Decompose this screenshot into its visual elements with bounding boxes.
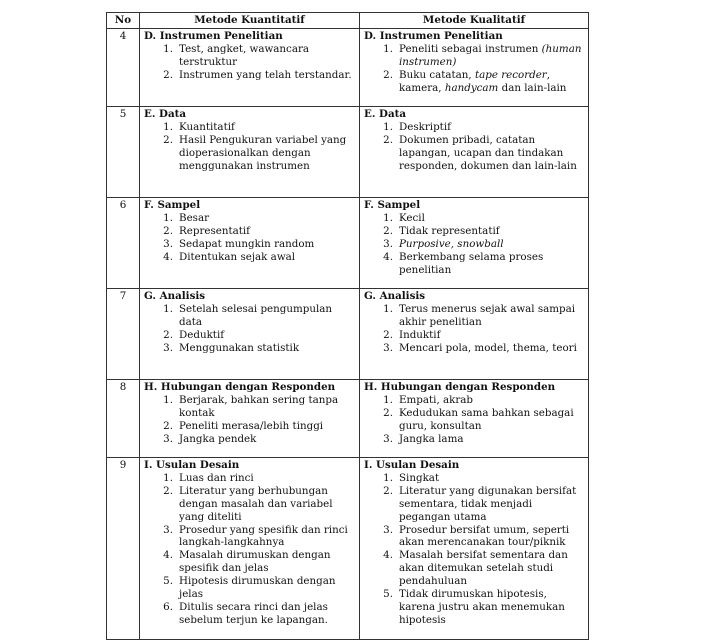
kualitatif-cell — [360, 380, 589, 458]
item-text — [399, 69, 586, 95]
section-title: H. Hubungan dengan Responden — [364, 381, 556, 393]
item-number: 2. — [163, 224, 173, 237]
section-title: D. Instrumen Penelitian — [144, 30, 283, 42]
list-item — [144, 601, 357, 627]
item-text — [399, 212, 586, 225]
section-title: E. Data — [144, 108, 187, 120]
item-text-segment: tape recorder — [474, 68, 547, 81]
list-item — [144, 225, 357, 238]
section-title: I. Usulan Desain — [144, 459, 240, 471]
list-item — [364, 225, 586, 238]
item-text — [179, 601, 357, 627]
list-item — [144, 69, 357, 82]
item-number: 3. — [163, 237, 173, 250]
section-title: F. Sampel — [144, 199, 201, 211]
item-number: 1. — [163, 471, 173, 484]
item-text — [399, 43, 586, 69]
item-number: 3. — [383, 237, 393, 250]
item-text — [399, 485, 586, 524]
item-text — [399, 472, 586, 485]
item-text — [399, 121, 586, 134]
item-text-segment: Jangka pendek — [179, 432, 257, 445]
table-row — [107, 29, 589, 107]
list-item — [144, 238, 357, 251]
item-text-segment: Hipotesis dirumuskan dengan jelas — [179, 575, 336, 601]
item-list — [144, 43, 357, 82]
item-number: 2. — [383, 133, 393, 146]
item-text-segment: Literatur yang digunakan bersifat sementara, tidak menjadi pegangan utama — [399, 484, 577, 523]
item-text — [399, 303, 586, 329]
item-text — [179, 303, 357, 329]
item-text-segment: Menggunakan statistik — [179, 341, 300, 354]
item-list — [364, 212, 586, 277]
list-item — [364, 251, 586, 277]
table-row — [107, 458, 589, 640]
item-list — [144, 472, 357, 627]
item-list — [364, 43, 586, 95]
item-text — [179, 549, 357, 575]
list-item — [144, 43, 357, 69]
item-text — [399, 329, 586, 342]
list-item — [364, 121, 586, 134]
item-text-segment: Masalah bersifat sementara dan akan ditemukan setelah studi pendahuluan — [399, 549, 568, 588]
item-text — [179, 420, 357, 433]
item-number: 3. — [163, 523, 173, 536]
item-text — [399, 134, 586, 173]
list-item — [144, 575, 357, 601]
item-text-segment: Induktif — [399, 328, 441, 341]
kualitatif-cell — [360, 107, 589, 198]
item-text-segment: Jangka lama — [399, 432, 464, 445]
kuantitatif-cell — [140, 289, 360, 380]
item-number: 1. — [163, 302, 173, 315]
list-item — [364, 472, 586, 485]
list-item — [364, 433, 586, 446]
item-text — [399, 549, 586, 588]
kuantitatif-cell — [140, 380, 360, 458]
item-text — [179, 212, 357, 225]
list-item — [144, 329, 357, 342]
comparison-table — [106, 12, 589, 640]
item-number: 1. — [383, 42, 393, 55]
item-text-segment: Prosedur bersifat umum, seperti akan merencanakan tour/piknik — [399, 523, 570, 549]
section-title: E. Data — [364, 108, 407, 120]
item-text-segment: Berjarak, bahkan sering tanpa kontak — [179, 393, 339, 419]
item-text-segment: Tidak dirumuskan hipotesis, karena justru akan menemukan hipotesis — [399, 588, 565, 626]
item-text — [399, 225, 586, 238]
item-text-segment: Peneliti sebagai instrumen — [399, 42, 542, 55]
item-text-segment: Tidak representatif — [399, 224, 500, 237]
section-title: I. Usulan Desain — [364, 459, 460, 471]
item-number: 4. — [163, 549, 173, 562]
section-title: H. Hubungan dengan Responden — [144, 381, 336, 393]
item-text — [179, 472, 357, 485]
item-number: 1. — [163, 120, 173, 133]
item-list — [144, 121, 357, 173]
list-item — [364, 69, 586, 95]
item-number: 4. — [163, 250, 173, 263]
list-item — [144, 303, 357, 329]
item-list — [144, 303, 357, 355]
list-item — [364, 407, 586, 433]
item-number: 2. — [383, 406, 393, 419]
table-row — [107, 289, 589, 380]
item-text-segment: Instrumen yang telah terstandar. — [179, 68, 352, 81]
item-text — [179, 121, 357, 134]
item-number: 3. — [383, 432, 393, 445]
list-item — [364, 238, 586, 251]
item-number: 2. — [163, 484, 173, 497]
item-number: 1. — [383, 393, 393, 406]
list-item — [144, 342, 357, 355]
list-item — [144, 394, 357, 420]
list-item — [364, 134, 586, 173]
list-item — [144, 121, 357, 134]
item-text — [179, 394, 357, 420]
item-number: 2. — [163, 328, 173, 341]
item-number: 5. — [163, 575, 173, 588]
item-text-segment: Ditentukan sejak awal — [179, 250, 296, 263]
item-text-segment: Mencari pola, model, thema, teori — [399, 341, 577, 354]
item-text-segment: Kedudukan sama bahkan sebagai guru, konsultan — [399, 406, 574, 432]
item-text-segment: Hasil Pengukuran variabel yang dioperasionalkan dengan menggunakan instrumen — [179, 133, 347, 172]
item-text-segment: Dokumen pribadi, catatan lapangan, ucapan dan tindakan responden, dokumen dan lain-lain — [399, 133, 577, 172]
list-item — [144, 524, 357, 550]
item-text-segment: Empati, akrab — [399, 393, 474, 406]
header-no: No — [107, 13, 140, 29]
item-text — [399, 238, 586, 251]
item-text-segment: dan lain-lain — [498, 81, 567, 94]
item-number: 2. — [383, 68, 393, 81]
item-text-segment: Peneliti merasa/lebih tinggi — [179, 419, 324, 432]
list-item — [144, 420, 357, 433]
list-item — [364, 485, 586, 524]
item-number: 1. — [163, 42, 173, 55]
item-text-segment: Luas dan rinci — [179, 471, 254, 484]
item-list — [364, 121, 586, 173]
header-row — [107, 13, 589, 29]
kualitatif-cell — [360, 289, 589, 380]
item-number: 1. — [163, 393, 173, 406]
row-number: 9 — [107, 458, 140, 640]
item-text-segment: handycam — [444, 81, 499, 94]
kuantitatif-cell — [140, 458, 360, 640]
item-text — [179, 485, 357, 524]
item-text — [399, 407, 586, 433]
table-row — [107, 107, 589, 198]
item-text — [179, 69, 357, 82]
item-text-segment: Buku catatan, — [399, 68, 475, 81]
item-text — [179, 251, 357, 264]
item-text — [179, 575, 357, 601]
item-text-segment: Ditulis secara rinci dan jelas sebelum terjun ke lapangan. — [179, 600, 328, 626]
row-number: 6 — [107, 198, 140, 289]
item-text-segment: Representatif — [179, 224, 250, 237]
kuantitatif-cell — [140, 198, 360, 289]
row-number: 8 — [107, 380, 140, 458]
item-number: 2. — [163, 419, 173, 432]
item-number: 3. — [163, 432, 173, 445]
item-list — [144, 212, 357, 264]
kuantitatif-cell — [140, 107, 360, 198]
item-number: 1. — [383, 120, 393, 133]
list-item — [364, 212, 586, 225]
item-text — [179, 225, 357, 238]
item-text-segment: Kecil — [399, 211, 425, 224]
item-text-segment: Singkat — [399, 471, 440, 484]
section-title: D. Instrumen Penelitian — [364, 30, 503, 42]
item-list — [364, 303, 586, 355]
item-text-segment: Sedapat mungkin random — [179, 237, 315, 250]
item-list — [144, 394, 357, 446]
list-item — [364, 329, 586, 342]
item-text — [179, 524, 357, 550]
item-text-segment: Setelah selesai pengumpulan data — [179, 302, 333, 328]
header-kuantitatif: Metode Kuantitatif — [140, 13, 360, 29]
kualitatif-cell — [360, 198, 589, 289]
item-number: 4. — [383, 549, 393, 562]
item-number: 3. — [383, 341, 393, 354]
list-item — [144, 472, 357, 485]
item-text-segment: , kamera, — [399, 68, 551, 94]
header-kualitatif: Metode Kualitatif — [360, 13, 589, 29]
list-item — [144, 212, 357, 225]
section-title: F. Sampel — [364, 199, 421, 211]
row-number: 7 — [107, 289, 140, 380]
item-number: 3. — [383, 523, 393, 536]
kualitatif-cell — [360, 29, 589, 107]
item-text-segment: Deskriptif — [399, 120, 451, 133]
item-text-segment: Kuantitatif — [179, 120, 235, 133]
section-title: G. Analisis — [144, 290, 206, 302]
item-text — [179, 342, 357, 355]
item-text — [179, 329, 357, 342]
item-text — [179, 43, 357, 69]
item-number: 2. — [383, 328, 393, 341]
item-text — [179, 433, 357, 446]
item-text-segment: (human instrumen) — [399, 42, 582, 68]
list-item — [364, 588, 586, 627]
item-number: 2. — [163, 133, 173, 146]
item-text — [399, 342, 586, 355]
item-text-segment: Besar — [179, 211, 210, 224]
item-number: 6. — [163, 600, 173, 613]
row-number: 5 — [107, 107, 140, 198]
item-text — [399, 433, 586, 446]
list-item — [364, 303, 586, 329]
item-list — [364, 472, 586, 627]
item-number: 1. — [383, 211, 393, 224]
item-list — [364, 394, 586, 446]
section-title: G. Analisis — [364, 290, 426, 302]
list-item — [364, 43, 586, 69]
item-text — [399, 251, 586, 277]
item-text-segment: Berkembang selama proses penelitian — [399, 250, 544, 276]
item-number: 3. — [163, 341, 173, 354]
table-row — [107, 198, 589, 289]
list-item — [364, 342, 586, 355]
item-text — [399, 524, 586, 550]
list-item — [144, 433, 357, 446]
item-text — [179, 134, 357, 173]
row-number: 4 — [107, 29, 140, 107]
item-text — [399, 394, 586, 407]
item-number: 1. — [163, 211, 173, 224]
list-item — [144, 251, 357, 264]
table-row — [107, 380, 589, 458]
item-number: 2. — [163, 68, 173, 81]
item-number: 5. — [383, 588, 393, 601]
item-text-segment: Prosedur yang spesifik dan rinci langkah-langkahnya — [179, 523, 348, 549]
item-text — [399, 588, 586, 627]
list-item — [364, 549, 586, 588]
item-text-segment: Literatur yang berhubungan dengan masalah dan variabel yang diteliti — [179, 484, 333, 523]
item-number: 2. — [383, 224, 393, 237]
list-item — [364, 394, 586, 407]
item-text-segment: Deduktif — [179, 328, 225, 341]
item-text-segment: Terus menerus sejak awal sampai akhir penelitian — [399, 302, 576, 328]
list-item — [144, 134, 357, 173]
item-text-segment: Purposive, snowball — [399, 237, 504, 250]
item-number: 2. — [383, 484, 393, 497]
kuantitatif-cell — [140, 29, 360, 107]
list-item — [144, 485, 357, 524]
item-number: 1. — [383, 302, 393, 315]
item-number: 1. — [383, 471, 393, 484]
item-number: 4. — [383, 250, 393, 263]
kualitatif-cell — [360, 458, 589, 640]
list-item — [364, 524, 586, 550]
item-text-segment: Masalah dirumuskan dengan spesifik dan jelas — [179, 549, 331, 575]
item-text — [179, 238, 357, 251]
list-item — [144, 549, 357, 575]
item-text-segment: Test, angket, wawancara terstruktur — [179, 42, 310, 68]
comparison-table-document — [106, 12, 590, 640]
